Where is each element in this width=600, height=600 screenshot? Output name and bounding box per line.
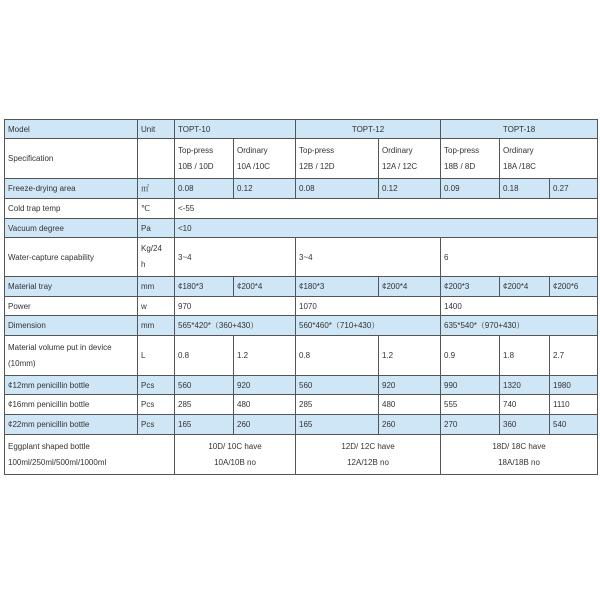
table-row-freeze-area <box>5 179 598 199</box>
table-cell: 10D/ 10C have 10A/10B no <box>175 435 296 475</box>
row-unit: Pcs <box>138 376 175 395</box>
table-cell: ¢200*4 <box>500 277 550 297</box>
row-label: Eggplant shaped bottle 100ml/250ml/500ml/1000ml <box>5 435 175 475</box>
table-cell: 1.2 <box>379 336 441 376</box>
table-cell: 165 <box>296 415 379 435</box>
table-cell: 6 <box>441 238 598 277</box>
table-cell: 920 <box>234 376 296 395</box>
table-cell: ¢200*4 <box>379 277 441 297</box>
table-cell: 1980 <box>550 376 598 395</box>
table-cell: 3~4 <box>296 238 441 277</box>
table-cell: Ordinary 10A /10C <box>234 139 296 179</box>
topt-10-header: TOPT-10 <box>175 120 296 139</box>
table-cell: 990 <box>441 376 500 395</box>
table-cell: 635*540*（970+430） <box>441 316 598 336</box>
row-label: ¢22mm penicillin bottle <box>5 415 138 435</box>
row-unit: L <box>138 336 175 376</box>
topt-12-header: TOPT-12 <box>296 120 441 139</box>
table-cell: 0.9 <box>441 336 500 376</box>
table-cell: ¢200*4 <box>234 277 296 297</box>
table-cell: 165 <box>175 415 234 435</box>
table-cell: 0.12 <box>234 179 296 199</box>
table-cell: ¢180*3 <box>175 277 234 297</box>
table-cell: 1070 <box>296 297 441 316</box>
table-row-bottle-22mm <box>5 415 598 435</box>
row-label: Specification <box>5 139 138 179</box>
table-cell: 1110 <box>550 395 598 415</box>
table-cell: 480 <box>379 395 441 415</box>
table-cell: 920 <box>379 376 441 395</box>
table-row-bottle-16mm <box>5 395 598 415</box>
table-cell: 970 <box>175 297 296 316</box>
table-row-material-tray <box>5 277 598 297</box>
row-label: Water-capture capability <box>5 238 138 277</box>
table-cell: Ordinary 18A /18C <box>500 139 598 179</box>
table-row-water-capture <box>5 238 598 277</box>
table-cell: Ordinary 12A / 12C <box>379 139 441 179</box>
table-cell: Top-press 10B / 10D <box>175 139 234 179</box>
table-cell: 18D/ 18C have 18A/18B no <box>441 435 598 475</box>
table-cell: 0.12 <box>379 179 441 199</box>
row-unit <box>138 139 175 179</box>
row-label: Material tray <box>5 277 138 297</box>
table-cell: 0.08 <box>175 179 234 199</box>
row-unit: Pcs <box>138 395 175 415</box>
table-cell: Top-press 12B / 12D <box>296 139 379 179</box>
table-row-eggplant <box>5 435 598 475</box>
table-cell: 12D/ 12C have 12A/12B no <box>296 435 441 475</box>
row-label: Dimension <box>5 316 138 336</box>
table-cell: 285 <box>175 395 234 415</box>
table-cell: 1400 <box>441 297 598 316</box>
table-cell: 565*420*（360+430） <box>175 316 296 336</box>
table-cell: 3~4 <box>175 238 296 277</box>
table-row-specification <box>5 139 598 179</box>
row-label: Freeze-drying area <box>5 179 138 199</box>
topt-18-header: TOPT-18 <box>441 120 598 139</box>
row-label: ¢16mm penicillin bottle <box>5 395 138 415</box>
table-cell: <-55 <box>175 199 598 219</box>
table-cell: 2.7 <box>550 336 598 376</box>
table-cell: 1320 <box>500 376 550 395</box>
row-unit: ℃ <box>138 199 175 219</box>
table-cell: 480 <box>234 395 296 415</box>
table-row-dimension <box>5 316 598 336</box>
table-cell: 560 <box>175 376 234 395</box>
table-cell: ¢200*3 <box>441 277 500 297</box>
row-label: ¢12mm penicillin bottle <box>5 376 138 395</box>
row-unit: w <box>138 297 175 316</box>
table-cell: Top-press 18B / 8D <box>441 139 500 179</box>
table-row-vacuum <box>5 219 598 238</box>
row-unit: mm <box>138 316 175 336</box>
table-cell: 555 <box>441 395 500 415</box>
table-cell: <10 <box>175 219 598 238</box>
row-label: Power <box>5 297 138 316</box>
table-cell: 560 <box>296 376 379 395</box>
table-cell: 270 <box>441 415 500 435</box>
model-header: Model <box>5 120 138 139</box>
row-label: Material volume put in device (10mm) <box>5 336 138 376</box>
table-cell: 0.8 <box>296 336 379 376</box>
table-row-power <box>5 297 598 316</box>
table-cell: 260 <box>379 415 441 435</box>
row-unit: ㎡ <box>138 179 175 199</box>
table-row-material-volume <box>5 336 598 376</box>
row-unit: mm <box>138 277 175 297</box>
row-unit: Pa <box>138 219 175 238</box>
row-label: Vacuum degree <box>5 219 138 238</box>
table-cell: 260 <box>234 415 296 435</box>
table-cell: 540 <box>550 415 598 435</box>
table-cell: 740 <box>500 395 550 415</box>
spec-table <box>4 119 598 475</box>
row-label: Cold trap temp <box>5 199 138 219</box>
table-cell: 1.8 <box>500 336 550 376</box>
table-cell: ¢200*6 <box>550 277 598 297</box>
table-cell: 360 <box>500 415 550 435</box>
table-cell: ¢180*3 <box>296 277 379 297</box>
table-cell: 0.08 <box>296 179 379 199</box>
table-cell: 0.27 <box>550 179 598 199</box>
unit-header: Unit <box>138 120 175 139</box>
table-cell: 0.8 <box>175 336 234 376</box>
table-row-header <box>5 120 598 139</box>
table-row-cold-trap <box>5 199 598 219</box>
table-cell: 285 <box>296 395 379 415</box>
table-row-bottle-12mm <box>5 376 598 395</box>
table-cell: 1.2 <box>234 336 296 376</box>
row-unit: Kg/24 h <box>138 238 175 277</box>
table-cell: 560*460*（710+430） <box>296 316 441 336</box>
table-cell: 0.09 <box>441 179 500 199</box>
row-unit: Pcs <box>138 415 175 435</box>
table-cell: 0.18 <box>500 179 550 199</box>
